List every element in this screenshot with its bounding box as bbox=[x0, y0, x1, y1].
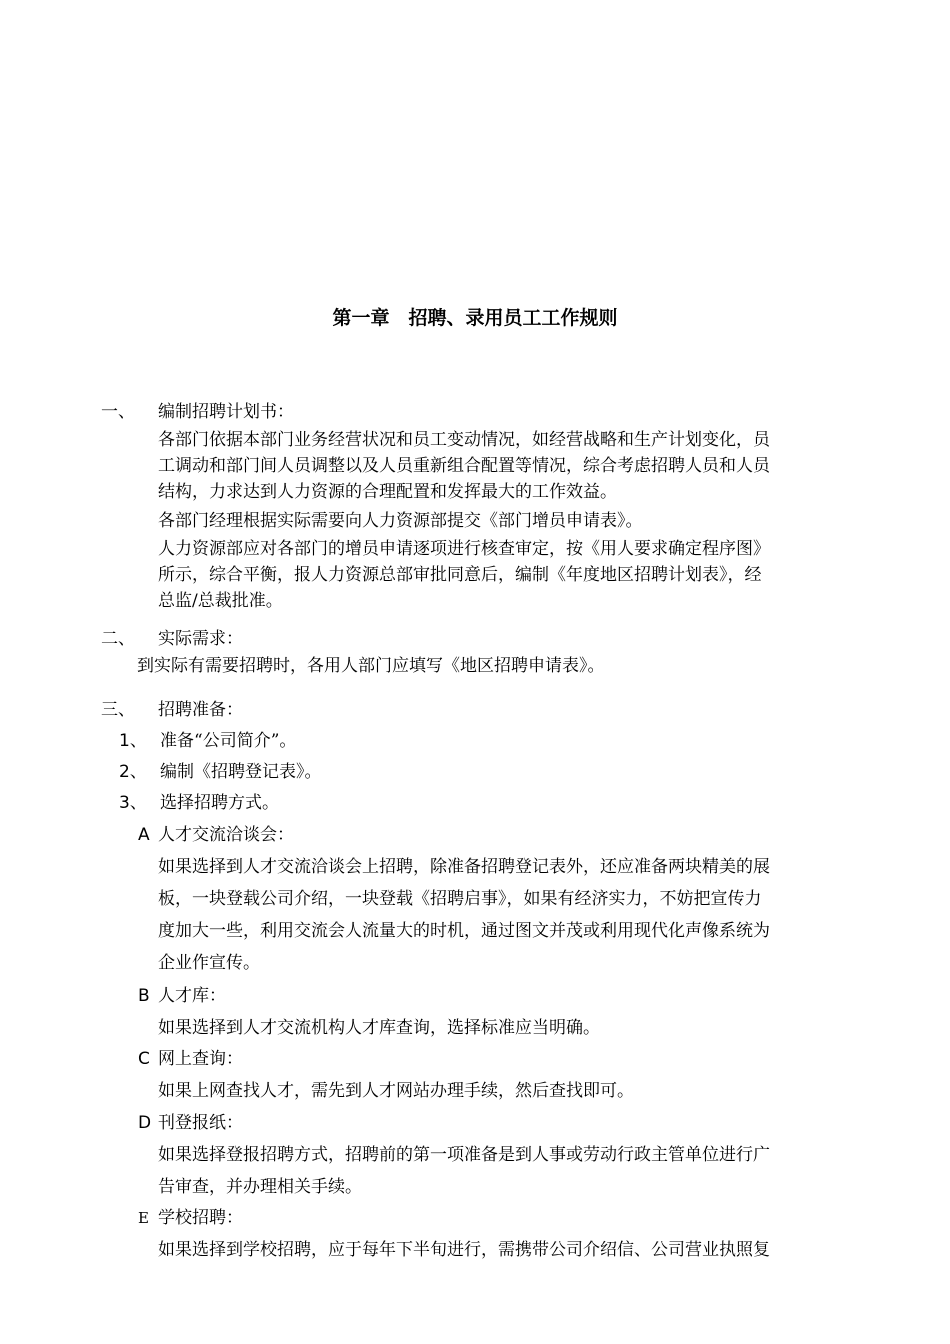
paragraph-line: 如果选择登报招聘方式，招聘前的第一项准备是到人事或劳动行政主管单位进行广 bbox=[158, 1145, 770, 1165]
section-1-paragraph-2 bbox=[158, 511, 850, 531]
method-label: 刊登报纸： bbox=[158, 1113, 243, 1133]
method-c-description: 如果上网查找人才，需先到人才网站办理手续，然后查找即可。 bbox=[158, 1081, 634, 1101]
paragraph-line: 度加大一些，利用交流会人流量大的时机，通过图文并茂或利用现代化声像系统为 bbox=[158, 921, 770, 941]
section-2-body: 到实际有需要招聘时，各用人部门应填写《地区招聘申请表》。 bbox=[137, 656, 605, 676]
section-2-number: 二、 bbox=[101, 629, 135, 649]
method-label: 网上查询： bbox=[158, 1049, 243, 1069]
method-label: 人才交流洽谈会： bbox=[158, 825, 294, 845]
method-letter: B bbox=[138, 986, 150, 1006]
chapter-title: 第一章 招聘、录用员工工作规则 bbox=[332, 307, 618, 329]
section-1-paragraph-1 bbox=[158, 430, 850, 502]
section-1-heading: 编制招聘计划书： bbox=[158, 402, 294, 422]
list-item-number: 1、 bbox=[119, 731, 147, 751]
paragraph-line: 人力资源部应对各部门的增员申请逐项进行核查审定，按《用人要求确定程序图》 bbox=[158, 539, 770, 559]
paragraph-line: 各部门依据本部门业务经营状况和员工变动情况，如经营战略和生产计划变化，员 bbox=[158, 430, 770, 450]
paragraph-line: 如果选择到人才交流洽谈会上招聘，除准备招聘登记表外，还应准备两块精美的展 bbox=[158, 857, 770, 877]
section-1-number: 一、 bbox=[101, 402, 135, 422]
paragraph-line: 所示，综合平衡，报人力资源总部审批同意后，编制《年度地区招聘计划表》，经 bbox=[158, 565, 762, 585]
method-letter: C bbox=[138, 1049, 150, 1069]
paragraph-line: 工调动和部门间人员调整以及人员重新组合配置等情况，综合考虑招聘人员和人员 bbox=[158, 456, 770, 476]
method-letter: D bbox=[138, 1113, 152, 1133]
method-e-description bbox=[158, 1240, 850, 1260]
paragraph-line: 总监/总裁批准。 bbox=[158, 591, 283, 611]
method-label: 人才库： bbox=[158, 986, 226, 1006]
paragraph-line: 企业作宣传。 bbox=[158, 953, 260, 973]
method-a-description bbox=[158, 857, 850, 973]
method-letter: E bbox=[138, 1209, 149, 1227]
section-3-heading: 招聘准备： bbox=[158, 700, 243, 720]
paragraph-line: 如果选择到学校招聘，应于每年下半旬进行，需携带公司介绍信、公司营业执照复 bbox=[158, 1240, 770, 1260]
paragraph-line: 板，一块登载公司介绍，一块登载《招聘启事》，如果有经济实力，不妨把宣传力 bbox=[158, 889, 762, 909]
method-d-description bbox=[158, 1145, 850, 1197]
list-item-text: 编制《招聘登记表》。 bbox=[160, 762, 322, 782]
list-item-number: 3、 bbox=[119, 793, 147, 813]
paragraph-line: 各部门经理根据实际需要向人力资源部提交《部门增员申请表》。 bbox=[158, 511, 643, 531]
list-item-text: 选择招聘方式。 bbox=[160, 793, 279, 813]
section-1-paragraph-3 bbox=[158, 539, 850, 611]
section-2-heading: 实际需求： bbox=[158, 629, 243, 649]
paragraph-line: 告审查，并办理相关手续。 bbox=[158, 1177, 362, 1197]
section-3-number: 三、 bbox=[101, 700, 135, 720]
list-item-text: 准备“公司简介”。 bbox=[160, 731, 297, 751]
method-label: 学校招聘： bbox=[158, 1208, 243, 1228]
paragraph-line: 结构，力求达到人力资源的合理配置和发挥最大的工作效益。 bbox=[158, 482, 617, 502]
list-item-number: 2、 bbox=[119, 762, 147, 782]
method-b-description: 如果选择到人才交流机构人才库查询，选择标准应当明确。 bbox=[158, 1018, 600, 1038]
method-letter: A bbox=[138, 825, 150, 845]
